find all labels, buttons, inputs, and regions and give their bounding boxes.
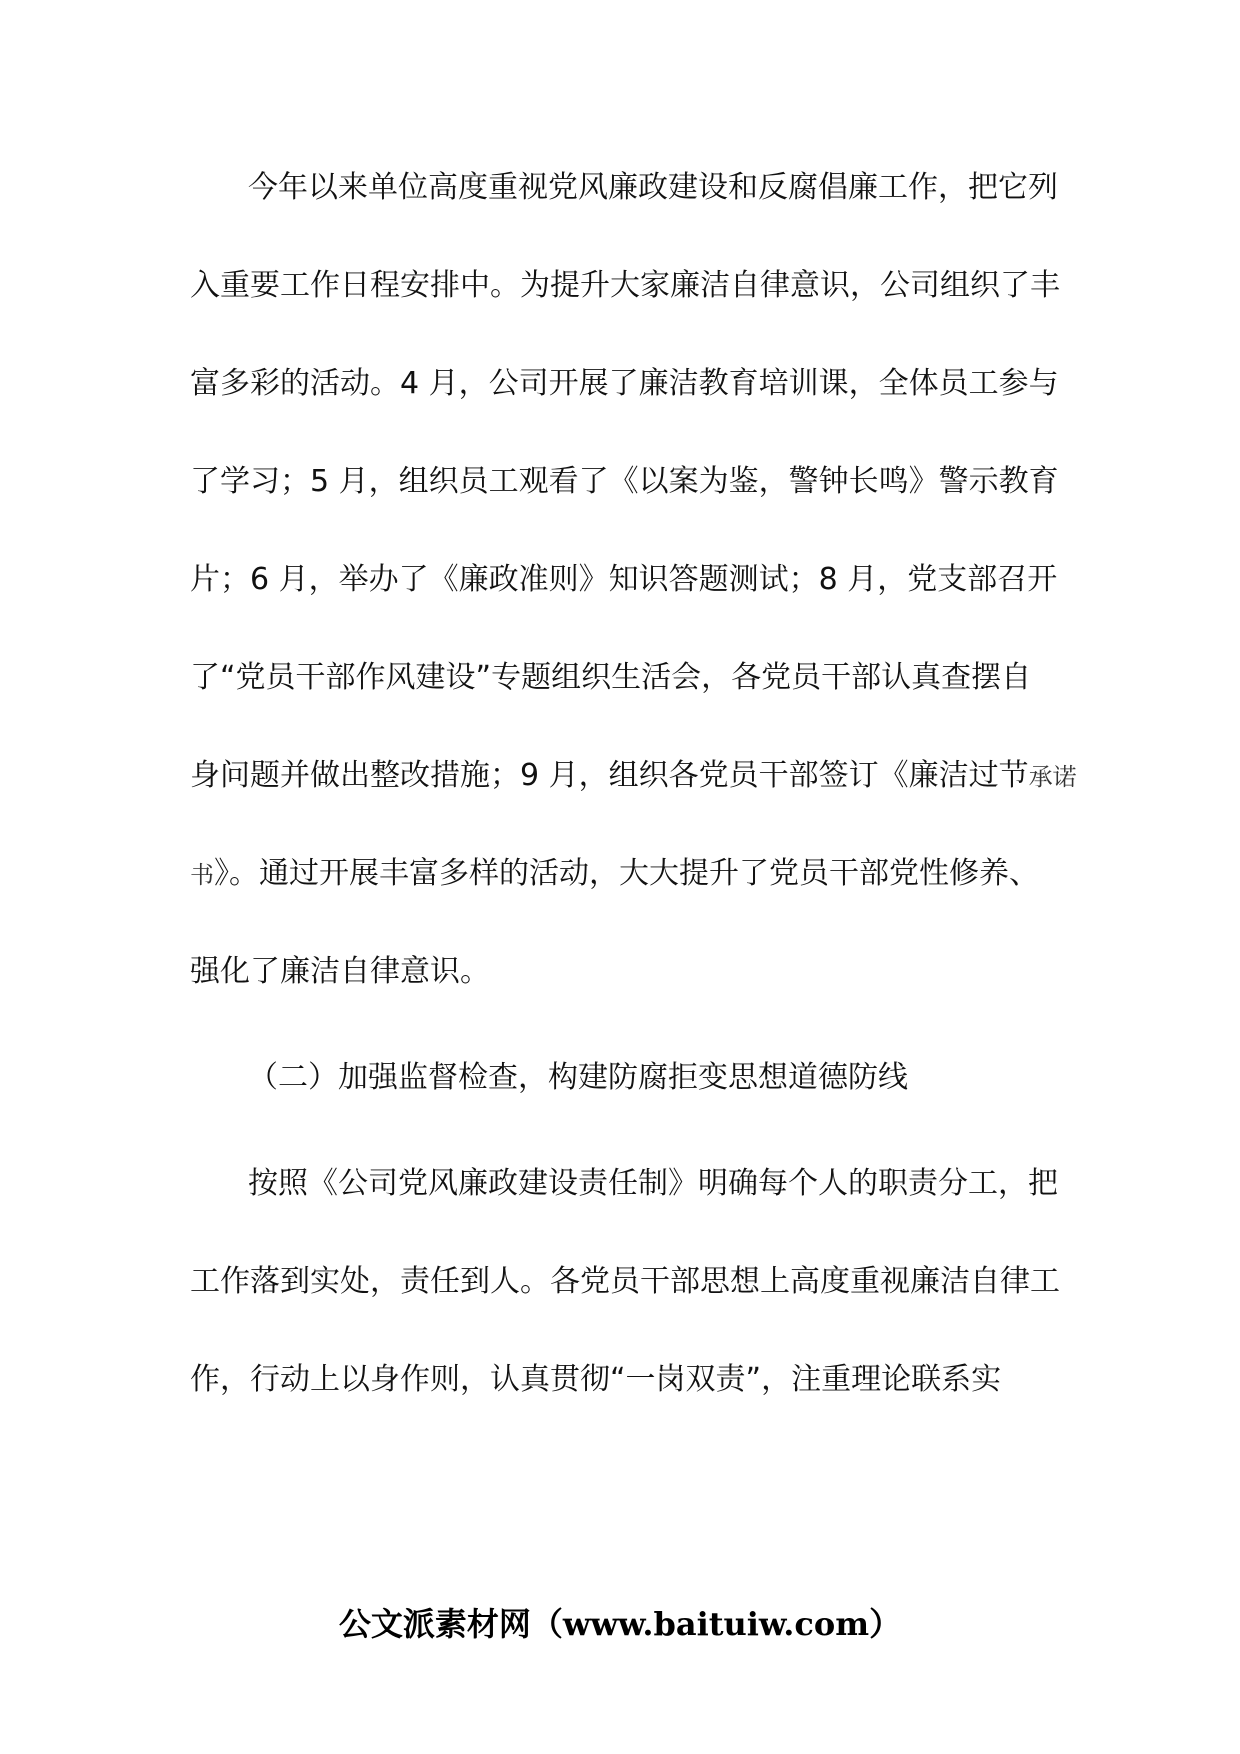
paragraph-2-line-1: 按照《公司党风廉政建设责任制》明确每个人的职责分工，把: [248, 1166, 1058, 1201]
paragraph-1-line-7-main: 身问题并做出整改措施；9 月，组织各党员干部签订《廉洁过节: [190, 758, 1029, 793]
paragraph-1-line-8: [190, 854, 1039, 895]
paragraph-1-line-2: 入重要工作日程安排中。为提升大家廉洁自律意识，公司组织了丰: [190, 268, 1060, 303]
paragraph-1-line-3: 富多彩的活动。4 月，公司开展了廉洁教育培训课，全体员工参与: [190, 366, 1059, 401]
paragraph-1-line-5: 片；6 月，举办了《廉政准则》知识答题测试；8 月，党支部召开: [190, 562, 1058, 597]
paragraph-2-line-2: 工作落到实处，责任到人。各党员干部思想上高度重视廉洁自律工: [190, 1264, 1060, 1299]
paragraph-1-line-6: 了“党员干部作风建设”专题组织生活会，各党员干部认真查摆自: [190, 660, 1032, 695]
section-heading: （二）加强监督检查，构建防腐拒变思想道德防线: [248, 1060, 908, 1095]
paragraph-2-line-3: 作，行动上以身作则，认真贯彻“一岗双责”，注重理论联系实: [190, 1362, 1002, 1397]
paragraph-1-line-8-head: 书: [190, 861, 214, 889]
paragraph-1-line-1: 今年以来单位高度重视党风廉政建设和反腐倡廉工作，把它列: [248, 170, 1058, 205]
paragraph-1-line-8-main: 》。通过开展丰富多样的活动，大大提升了党员干部党性修养、: [214, 856, 1039, 891]
paragraph-1-line-7: [190, 756, 1077, 797]
footer-watermark: 公文派素材网（www.baituiw.com）: [338, 1605, 902, 1643]
paragraph-1-line-4: 了学习；5 月，组织员工观看了《以案为鉴，警钟长鸣》警示教育: [190, 464, 1059, 499]
paragraph-1-line-7-tail: 承诺: [1028, 763, 1077, 791]
paragraph-1-line-9: 强化了廉洁自律意识。: [190, 954, 490, 989]
